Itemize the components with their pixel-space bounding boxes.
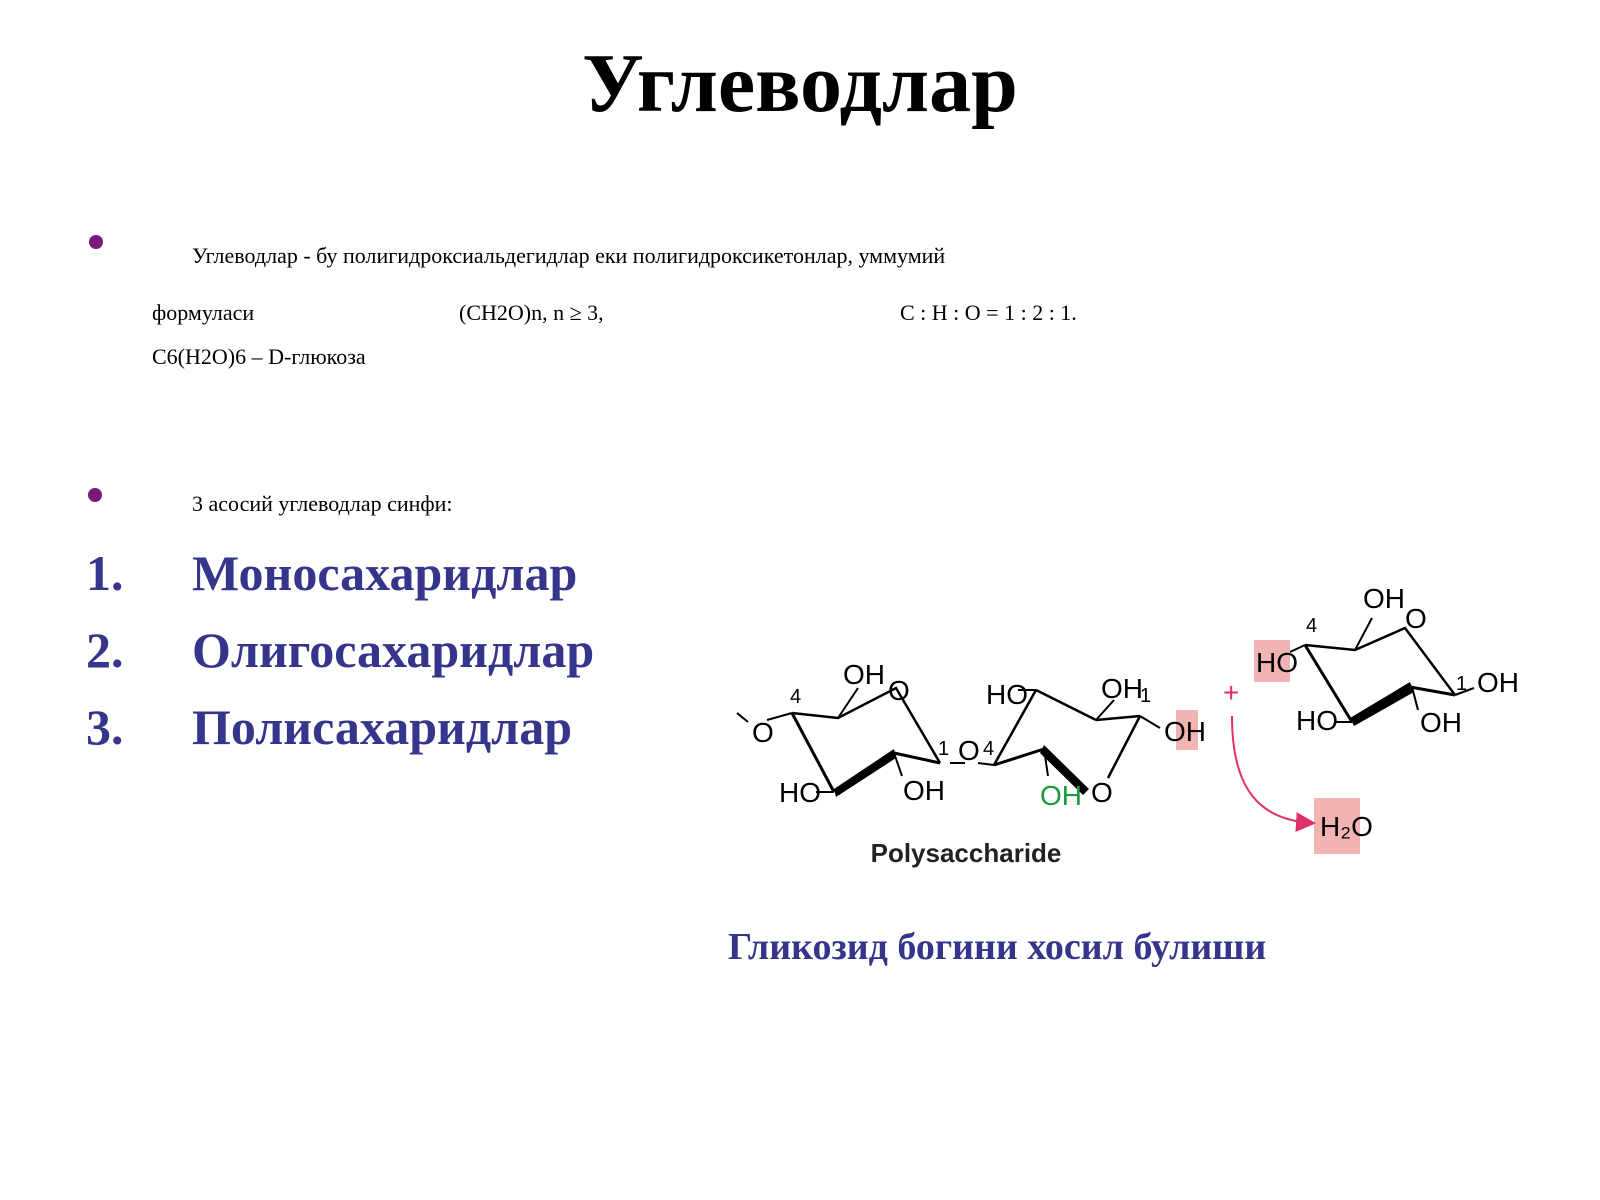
carbon-1-label: 1 bbox=[1456, 673, 1468, 695]
ring-oxygen-label: O bbox=[1091, 777, 1113, 808]
ho-label: HO bbox=[779, 777, 821, 808]
class-number-2: 2. bbox=[86, 622, 124, 678]
element-ratio: C : H : O = 1 : 2 : 1. bbox=[900, 300, 1077, 325]
class-label-polysaccharides: Полисахаридлар bbox=[192, 699, 573, 755]
ho-label: HO bbox=[1256, 647, 1298, 678]
oh-label: OH bbox=[1101, 673, 1143, 704]
water-label: H₂O bbox=[1320, 811, 1373, 842]
class-label-monosaccharides: Моносахаридлар bbox=[192, 545, 578, 601]
polysaccharide-label: Polysaccharide bbox=[870, 838, 1062, 868]
carbon-1-label: 1 bbox=[938, 738, 950, 760]
class-label-oligosaccharides: Олигосахаридлар bbox=[192, 622, 595, 678]
class-number-1: 1. bbox=[86, 545, 124, 601]
diagram-caption: Гликозид богини хосил булиши bbox=[728, 926, 1267, 968]
ring-oxygen-label: O bbox=[888, 675, 910, 706]
ho-label: HO bbox=[1296, 705, 1338, 736]
glycosidic-bond-diagram bbox=[720, 570, 1520, 880]
oh-label: OH bbox=[1164, 716, 1206, 747]
oh-label: OH bbox=[843, 659, 885, 690]
classes-intro: 3 асосий углеводлар синфи: bbox=[192, 491, 453, 516]
ho-label: HO bbox=[986, 679, 1028, 710]
oxygen-label: O bbox=[752, 717, 774, 748]
bullet-definition bbox=[89, 235, 103, 249]
formula-label: формуласи bbox=[152, 300, 255, 325]
oh-label: OH bbox=[903, 775, 945, 806]
carbon-4-label: 4 bbox=[1306, 615, 1318, 637]
oh-label: OH bbox=[1477, 667, 1519, 698]
oh-label: OH bbox=[1363, 583, 1405, 614]
general-formula: (CH2O)n, n ≥ 3, bbox=[459, 300, 604, 325]
class-number-3: 3. bbox=[86, 699, 124, 755]
bullet-classes bbox=[88, 488, 102, 502]
ring-oxygen-label: O bbox=[1405, 603, 1427, 634]
carbon-1-label: 1 bbox=[1140, 685, 1152, 707]
carbon-4-label: 4 bbox=[790, 686, 802, 708]
slide-title: Углеводлар bbox=[582, 37, 1018, 130]
glucose-formula: C6(H2O)6 – D-глюкоза bbox=[152, 344, 366, 369]
carbon-4-label: 4 bbox=[983, 738, 995, 760]
oh-label: OH bbox=[1420, 707, 1462, 738]
plus-sign: + bbox=[1223, 677, 1240, 708]
oh-label: OH bbox=[1040, 780, 1082, 811]
definition-line-1: Углеводлар - бу полигидроксиальдегидлар еки полигидроксикетонлар, уммумий bbox=[192, 243, 946, 268]
glycosidic-oxygen-label: O bbox=[958, 735, 980, 766]
